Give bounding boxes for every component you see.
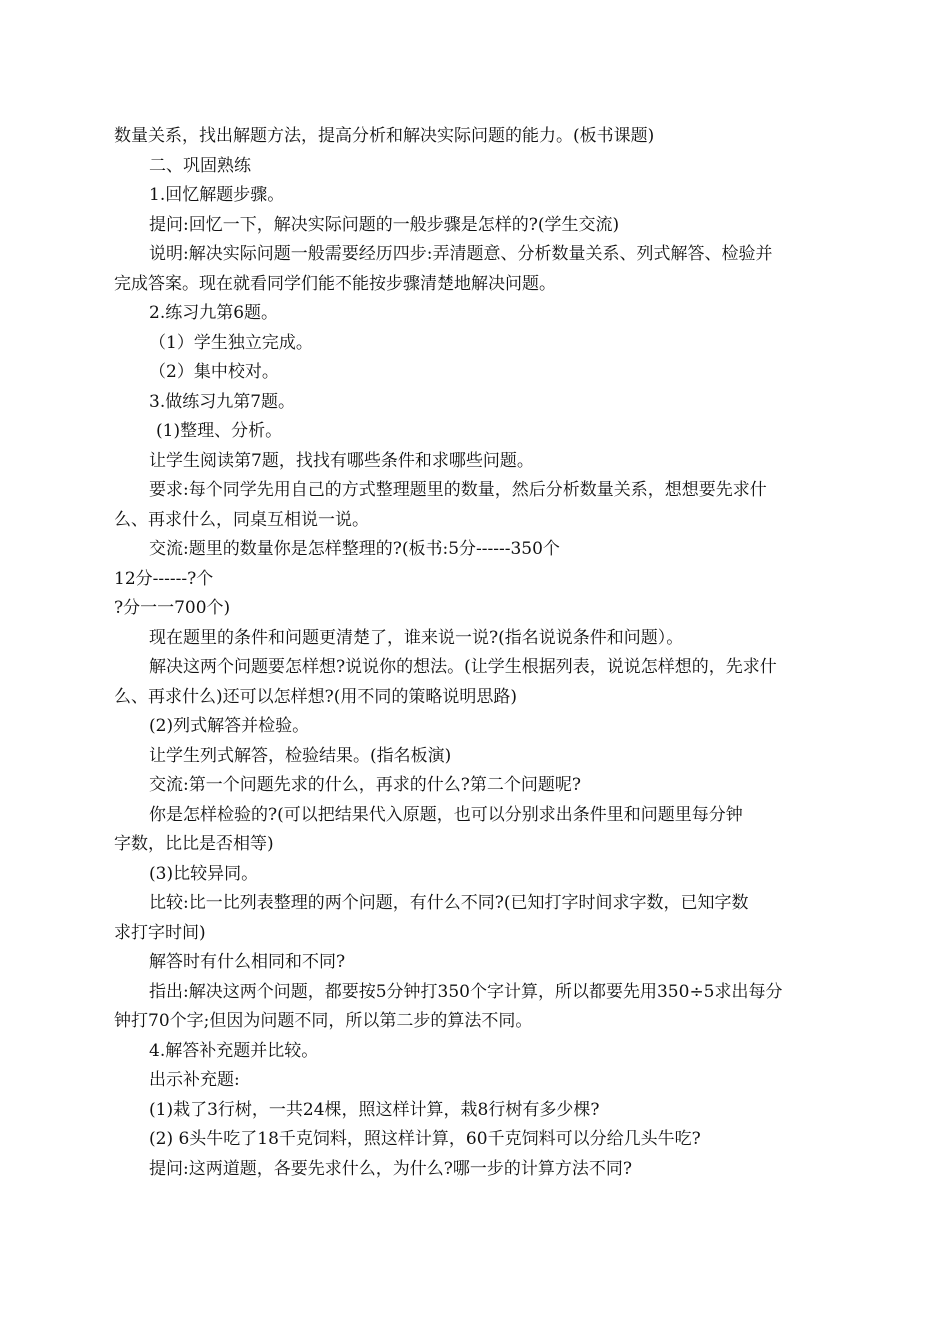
- text-line: 么、再求什么，同桌互相说一说。: [114, 509, 369, 530]
- text-line: (1)整理、分析。: [156, 421, 283, 441]
- text-line: (3)比较异同。: [149, 863, 259, 884]
- text-line: ?分一一700个): [114, 598, 231, 618]
- text-line: 让学生列式解答，检验结果。(指名板演): [149, 745, 452, 766]
- text-line: 提问:这两道题，各要先求什么，为什么?哪一步的计算方法不同?: [149, 1158, 632, 1179]
- text-line: （1）学生独立完成。: [149, 332, 313, 353]
- text-line: 数量关系，找出解题方法，提高分析和解决实际问题的能力。(板书课题): [114, 126, 655, 146]
- text-line: 么、再求什么)还可以怎样想?(用不同的策略说明思路): [114, 686, 518, 707]
- text-line: 指出:解决这两个问题，都要按5分钟打350个字计算，所以都要先用350÷5求出每分: [149, 981, 783, 1002]
- text-line: 说明:解决实际问题一般需要经历四步:弄清题意、分析数量关系、列式解答、检验并: [149, 244, 773, 264]
- text-line: 12分------?个: [114, 568, 214, 589]
- text-line: 3.做练习九第7题。: [149, 391, 296, 412]
- text-line: 交流:第一个问题先求的什么，再求的什么?第二个问题呢?: [149, 775, 581, 795]
- text-line: 解答时有什么相同和不同?: [149, 952, 346, 972]
- text-line: 1.回忆解题步骤。: [149, 185, 285, 205]
- text-line: 二、巩固熟练: [149, 155, 251, 176]
- text-line: (1)栽了3行树，一共24棵，照这样计算，栽8行树有多少棵?: [149, 1099, 600, 1120]
- text-line: 提问:回忆一下，解决实际问题的一般步骤是怎样的?(学生交流): [149, 214, 620, 235]
- text-line: 现在题里的条件和问题更清楚了，谁来说一说?(指名说说条件和问题）。: [149, 627, 684, 648]
- text-line: （2）集中校对。: [149, 362, 279, 382]
- text-line: (2) 6头牛吃了18千克饲料，照这样计算，60千克饲料可以分给几头牛吃?: [149, 1129, 701, 1149]
- text-line: 解决这两个问题要怎样想?说说你的想法。(让学生根据列表，说说怎样想的，先求什: [149, 657, 777, 677]
- text-line: 钟打70个字;但因为问题不同，所以第二步的算法不同。: [114, 1011, 533, 1031]
- text-line: 完成答案。现在就看同学们能不能按步骤清楚地解决问题。: [114, 273, 556, 294]
- document-page: [114, 122, 840, 1184]
- text-line: 交流:题里的数量你是怎样整理的?(板书:5分------350个: [149, 539, 560, 559]
- text-line: 要求:每个同学先用自己的方式整理题里的数量，然后分析数量关系，想想要先求什: [149, 480, 767, 500]
- text-line: 2.练习九第6题。: [149, 303, 279, 323]
- text-line: 比较:比一比列表整理的两个问题，有什么不同?(已知打字时间求字数，已知字数: [149, 893, 749, 913]
- text-line: 4.解答补充题并比较。: [149, 1040, 319, 1061]
- text-line: 让学生阅读第7题，找找有哪些条件和求哪些问题。: [149, 450, 534, 471]
- text-line: 字数，比比是否相等): [114, 834, 274, 854]
- text-line: 出示补充题:: [149, 1070, 240, 1090]
- text-line: 你是怎样检验的?(可以把结果代入原题，也可以分别求出条件里和问题里每分钟: [149, 804, 743, 825]
- text-line: (2)列式解答并检验。: [149, 716, 310, 736]
- text-line: 求打字时间): [114, 922, 206, 943]
